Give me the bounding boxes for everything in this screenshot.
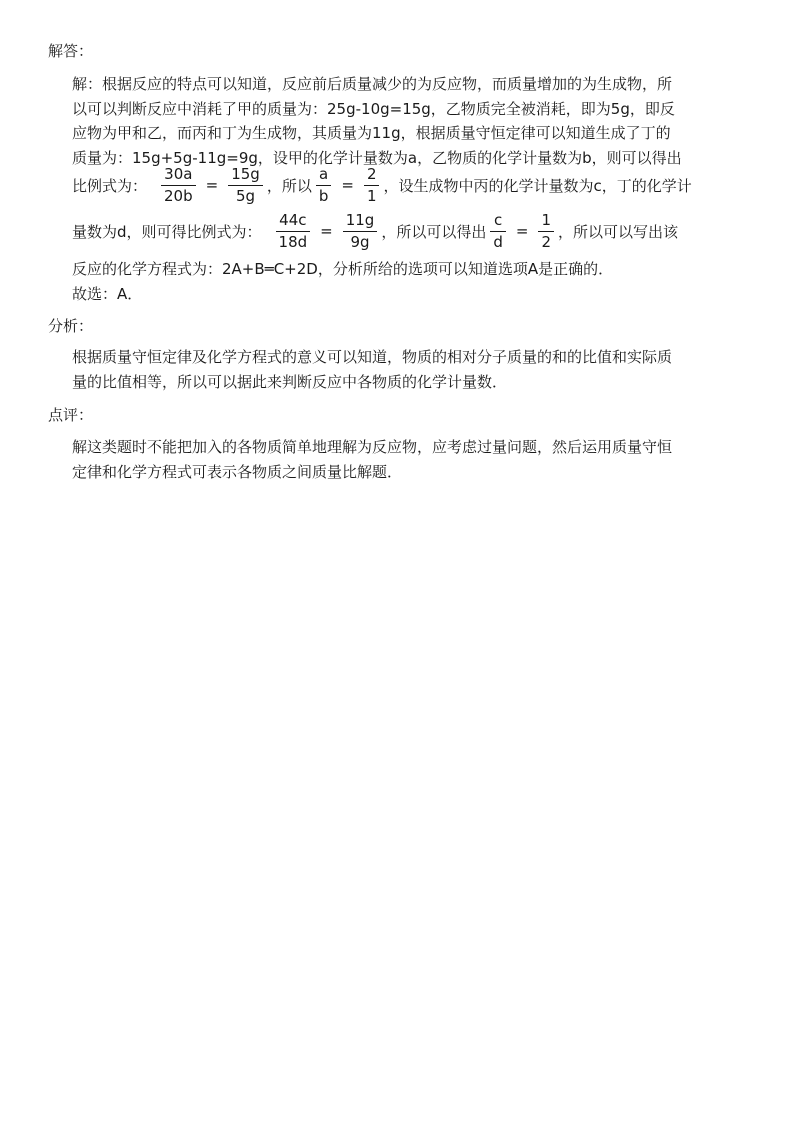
line-6-mid: ，所以可以得出 bbox=[381, 222, 487, 241]
comment-line-2: 定律和化学方程式可表示各物质之间质量比解题． bbox=[72, 463, 403, 481]
fraction-denominator: 20b bbox=[164, 186, 193, 205]
fraction-numerator: c bbox=[490, 211, 506, 232]
line-6-suffix: ，所以可以写出该 bbox=[558, 222, 679, 241]
fraction-denominator: b bbox=[318, 186, 329, 205]
fraction-numerator: 11g bbox=[343, 211, 378, 232]
fraction-30a-20b bbox=[161, 165, 196, 206]
answer-line-5 bbox=[72, 163, 692, 207]
answer-line-3: 应物为甲和乙，而丙和丁为生成物，其质量为11g，根据质量守恒定律可以知道生成了丁的 bbox=[72, 124, 671, 142]
equals-sign: = bbox=[320, 222, 333, 240]
fraction-numerator: a bbox=[316, 165, 332, 186]
fraction-numerator: 2 bbox=[364, 165, 380, 186]
line-6-prefix: 量数为d，则可得比例式为： bbox=[72, 222, 262, 241]
line-5-mid: ，所以 bbox=[266, 176, 312, 195]
fraction-a-b bbox=[316, 165, 332, 206]
analysis-line-2: 量的比值相等，所以可以据此来判断反应中各物质的化学计量数． bbox=[72, 373, 508, 391]
answer-line-2: 以可以判断反应中消耗了甲的质量为：25g-10g=15g，乙物质完全被消耗，即为5g，即反 bbox=[72, 100, 675, 118]
fraction-numerator: 1 bbox=[538, 211, 554, 232]
fraction-numerator: 30a bbox=[161, 165, 196, 186]
comment-line-1: 解这类题时不能把加入的各物质简单地理解为反应物，应考虑过量问题，然后运用质量守恒 bbox=[72, 438, 673, 456]
answer-line-4: 质量为：15g+5g-11g=9g，设甲的化学计量数为a，乙物质的化学计量数为b，则可以得出 bbox=[72, 149, 682, 167]
analysis-line-1: 根据质量守恒定律及化学方程式的意义可以知道，物质的相对分子质量的和的比值和实际质 bbox=[72, 348, 673, 366]
fraction-44c-18d bbox=[276, 211, 311, 252]
line-5-suffix: ，设生成物中丙的化学计量数为c，丁的化学计 bbox=[383, 176, 692, 195]
analysis-heading: 分析： bbox=[48, 317, 94, 335]
answer-heading: 解答： bbox=[48, 42, 94, 60]
comment-heading: 点评： bbox=[48, 406, 94, 424]
fraction-15g-5g bbox=[228, 165, 263, 206]
answer-line-7: 反应的化学方程式为：2A+B═C+2D，分析所给的选项可以知道选项A是正确的． bbox=[72, 260, 614, 278]
fraction-11g-9g bbox=[343, 211, 378, 252]
equals-sign: = bbox=[341, 176, 354, 194]
fraction-denominator: 18d bbox=[278, 232, 308, 251]
fraction-c-d bbox=[490, 211, 506, 252]
fraction-denominator: 1 bbox=[366, 186, 377, 205]
fraction-numerator: 44c bbox=[276, 211, 311, 232]
fraction-denominator: 5g bbox=[235, 186, 256, 205]
line-5-prefix: 比例式为： bbox=[72, 176, 148, 195]
fraction-denominator: 9g bbox=[350, 232, 370, 251]
equals-sign: = bbox=[515, 222, 529, 240]
fraction-denominator: d bbox=[493, 232, 503, 251]
fraction-denominator: 2 bbox=[541, 232, 551, 251]
answer-line-8: 故选：A． bbox=[72, 285, 143, 303]
answer-line-1: 解：根据反应的特点可以知道，反应前后质量减少的为反应物，而质量增加的为生成物，所 bbox=[72, 75, 673, 93]
equals-sign: = bbox=[205, 176, 219, 194]
fraction-1-2 bbox=[538, 211, 554, 252]
answer-line-6 bbox=[72, 209, 678, 253]
fraction-2-1 bbox=[364, 165, 380, 206]
fraction-numerator: 15g bbox=[228, 165, 263, 186]
